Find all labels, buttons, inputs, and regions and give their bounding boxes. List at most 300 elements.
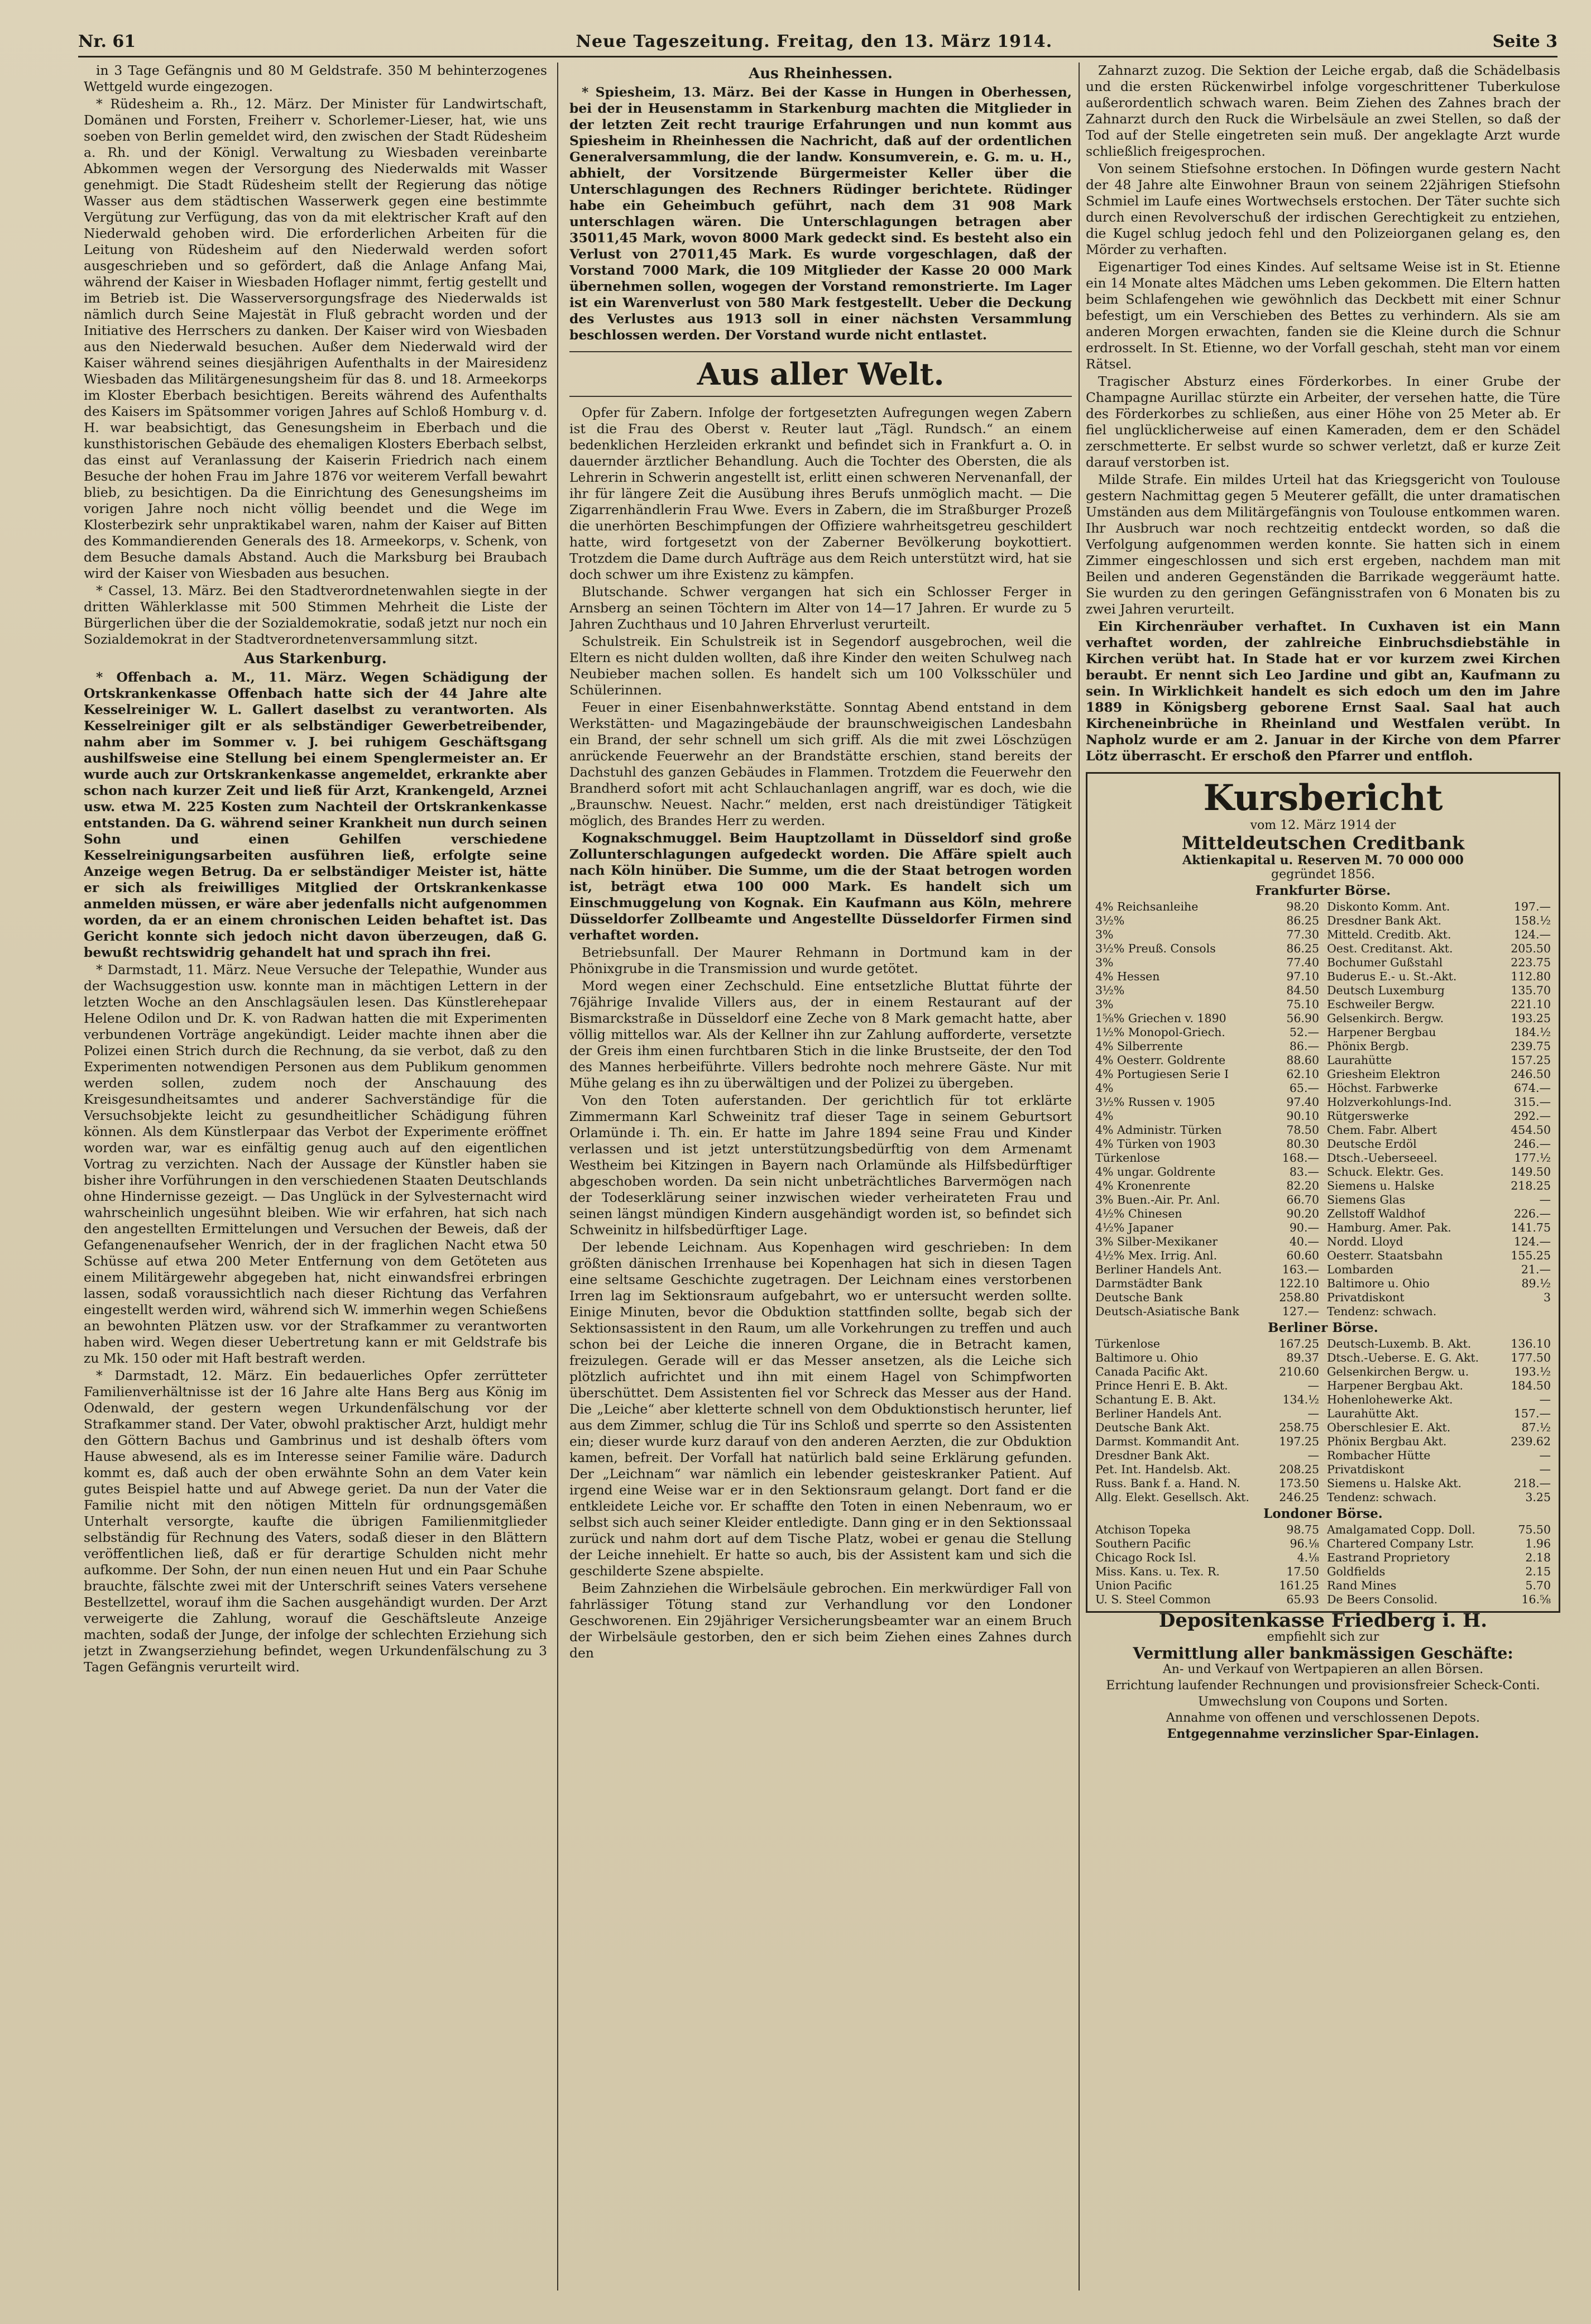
quote-name: Allg. Elekt. Gesellsch. Akt. (1095, 1491, 1249, 1504)
quote-name: 3% Silber-Mexikaner (1095, 1235, 1218, 1248)
quote-value: 208.25 (1279, 1463, 1319, 1476)
quote-value: 135.70 (1511, 984, 1551, 997)
quote-row (1327, 1477, 1551, 1491)
quote-value: 2.18 (1525, 1551, 1551, 1564)
stock-report-date: vom 12. März 1914 der (1250, 818, 1396, 832)
stock-report (1086, 772, 1560, 1613)
quote-name: 3% (1095, 998, 1114, 1011)
quote-name: Privatdiskont (1327, 1291, 1405, 1304)
london-heading: Londoner Börse. (1263, 1506, 1383, 1521)
quote-name: Holzverkohlungs-Ind. (1327, 1095, 1452, 1109)
quote-value: 315.— (1513, 1095, 1551, 1109)
quote-name: 4% Reichsanleihe (1095, 900, 1199, 913)
quote-row (1095, 1421, 1319, 1435)
quote-name: Dtsch.-Ueberse. E. G. Akt. (1327, 1351, 1479, 1364)
london-table (1095, 1523, 1551, 1607)
quote-row (1327, 970, 1551, 984)
berlin-table (1095, 1337, 1551, 1504)
quote-row (1095, 1012, 1319, 1026)
quote-row (1327, 1263, 1551, 1277)
quote-value: 134.½ (1282, 1393, 1319, 1406)
quote-name: Dtsch.-Ueberseeel. (1327, 1151, 1437, 1165)
quote-name: 4% ungar. Goldrente (1095, 1165, 1216, 1178)
quote-value: 167.25 (1279, 1337, 1319, 1350)
quote-value: 89.½ (1521, 1277, 1551, 1290)
quote-row (1327, 1305, 1551, 1319)
quote-row (1327, 1109, 1551, 1123)
quote-name: 3% Buen.-Air. Pr. Anl. (1095, 1193, 1220, 1206)
quote-value: 82.20 (1286, 1179, 1319, 1192)
quote-value: 98.75 (1286, 1523, 1319, 1536)
quote-row (1095, 1026, 1319, 1039)
article-paragraph: Ein Kirchenräuber verhaftet. In Cuxhaven ist ein Mann verhaftet worden, der zahlreiche Einbruchsdiebstähle in Kirchen verübt hat. In Stade hat er vor kurzem zwei Kirchen beraubt. Er nennt sich Leo Jardine und gibt an, Kaufmann zu sein. In Wirklichkeit handelt es sich edoch um den im Jahre 1889 in Königsberg geborene Ernst Saal. Saal hat auch Kircheneinbrüche in Rheinland und Westfalen verübt. In Napholz wurde er am 2. Januar in der Kirche von dem Pfarrer Lötz überrascht. Er erschoß den Pfarrer und entfloh. (1086, 619, 1560, 764)
column-2 (569, 63, 1072, 2291)
quote-name: 4% Administr. Türken (1095, 1123, 1222, 1137)
quote-value: 674.— (1513, 1081, 1551, 1095)
quote-name: Chem. Fabr. Albert (1327, 1123, 1437, 1137)
quote-name: Rombacher Hütte (1327, 1449, 1431, 1462)
quote-row (1327, 1012, 1551, 1026)
bank-advert (1086, 1609, 1560, 1742)
quote-name: Gelsenkirchen Bergw. u. (1327, 1365, 1469, 1378)
quote-row (1095, 1235, 1319, 1249)
quote-row (1327, 1579, 1551, 1593)
column-rule (1079, 63, 1080, 2291)
quote-name: Russ. Bank f. a. Hand. N. (1095, 1477, 1240, 1490)
quote-name: Oesterr. Staatsbahn (1327, 1249, 1443, 1262)
quote-row (1327, 1277, 1551, 1291)
quote-name: Nordd. Lloyd (1327, 1235, 1403, 1248)
quote-value: 246.50 (1511, 1067, 1551, 1081)
quote-name: 3½% Preuß. Consols (1095, 942, 1216, 955)
quote-name: Türkenlose (1095, 1337, 1160, 1350)
quote-row (1095, 1207, 1319, 1221)
quote-row (1095, 1067, 1319, 1081)
quote-row (1095, 1263, 1319, 1277)
quote-name: Schantung E. B. Akt. (1095, 1393, 1216, 1406)
article-paragraph: Der lebende Leichnam. Aus Kopenhagen wird geschrieben: In dem größten dänischen Irrenhause bei Kopenhagen hat sich in diesen Tagen eine seltsame Geschichte zugetragen. Der Leichnam eines verstorbenen Irren lag im Sektionsraum aufgebahrt, wo er untersucht werden sollte. Einige Minuten, bevor die Obduktion stattfinden sollte, begab sich der Sektionsassistent in den Raum, um alle Vorkehrungen zu treffen und auch schon bei der Leiche die inneren Organe, die in Betracht kamen, freizulegen. Gerade will er das Messer ansetzen, als die Leiche sich plötzlich aufrichtet und ihn mit einem Hagel von Schimpfworten überschüttet. Dem Assistenten fiel vor Schreck das Messer aus der Hand. Die „Leiche“ aber kletterte schnell von dem Obduktionstisch herunter, lief aus dem Zimmer, schlug die Tür ins Schloß und sperrte so den Assistenten ein; dieser wurde kurz darauf von den anderen Aerzten, die zur Obduktion kamen, befreit. Der Vorfall hat natürlich bald seine Erklärung gefunden. Der „Leichnam“ war nämlich ein lebender geisteskranker Patient. Auf irgend eine Weise war er in den Sektionsraum gelangt. Dort fand er die entkleidete Leiche vor. Er schaffte den Toten in einen Nebenraum, wo er selbst sich auch seiner Kleider entledigte. Dann ging er in den Sektionssaal zurück und nahm dort auf dem Tische Platz, wobei er genau die Stellung der Leiche innehielt. Er hatte so auch, bis der Assistent kam und sich die geschilderte Szene abspielte. (569, 1239, 1072, 1579)
article-paragraph: Beim Zahnziehen die Wirbelsäule gebrochen. Ein merkwürdiger Fall von fahrlässiger Tötung stand zur Verhandlung vor den Londoner Geschworenen. Ein 29jähriger Versicherungsbeamter war an einem Bruch der Wirbelsäule gestorben, den er sich beim Ziehen eines Zahnes durch den (569, 1580, 1072, 1661)
quote-name: Berliner Handels Ant. (1095, 1407, 1222, 1420)
quote-name: Hamburg. Amer. Pak. (1327, 1221, 1451, 1234)
quote-value: 124.— (1513, 1235, 1551, 1248)
quote-name: Deutsch-Asiatische Bank (1095, 1305, 1239, 1318)
quote-name: Bochumer Gußstahl (1327, 956, 1443, 969)
quote-value: — (1539, 1463, 1551, 1476)
quote-value: 90.10 (1286, 1109, 1319, 1123)
quote-name: 1½% Monopol-Griech. (1095, 1026, 1225, 1039)
quote-row (1327, 1393, 1551, 1407)
quote-row (1095, 900, 1319, 914)
quote-value: 218.— (1513, 1477, 1551, 1490)
quote-name: Deutsch-Luxemb. B. Akt. (1327, 1337, 1472, 1350)
frankfurt-table (1095, 900, 1551, 1319)
quote-value: 127.— (1282, 1305, 1319, 1318)
quote-row (1095, 1081, 1319, 1095)
quote-row (1327, 1593, 1551, 1607)
advert-line: Annahme von offenen und verschlossenen Depots. (1166, 1711, 1480, 1725)
quote-name: 4% Türken von 1903 (1095, 1137, 1216, 1151)
quote-row (1095, 1523, 1319, 1537)
quote-name: Schuck. Elektr. Ges. (1327, 1165, 1444, 1178)
london-right (1327, 1523, 1551, 1607)
quote-name: 3½% (1095, 984, 1125, 997)
quote-name: Southern Pacific (1095, 1537, 1191, 1550)
quote-value: 90.20 (1286, 1207, 1319, 1220)
quote-value: 40.— (1289, 1235, 1319, 1248)
quote-name: Oberschlesier E. Akt. (1327, 1421, 1451, 1434)
quote-name: De Beers Consolid. (1327, 1593, 1438, 1606)
quote-row (1327, 1491, 1551, 1504)
section-heading: Aus Rheinhessen. (749, 65, 893, 82)
quote-row (1327, 914, 1551, 928)
quote-row (1327, 1435, 1551, 1449)
quote-value: — (1539, 1393, 1551, 1406)
quote-value: 66.70 (1286, 1193, 1319, 1206)
quote-name: Siemens Glas (1327, 1193, 1406, 1206)
quote-name: Pet. Int. Handelsb. Akt. (1095, 1463, 1231, 1476)
quote-name: Privatdiskont (1327, 1463, 1405, 1476)
quote-row (1327, 1551, 1551, 1565)
quote-value: 89.37 (1286, 1351, 1319, 1364)
quote-row (1327, 1421, 1551, 1435)
quote-row (1327, 1351, 1551, 1365)
quote-value: 246.— (1513, 1137, 1551, 1151)
article-paragraph: Blutschande. Schwer vergangen hat sich ein Schlosser Ferger in Arnsberg an seinen Töchtern im Alter von 14—17 Jahren. Er wurde zu 5 Jahren Zuchthaus und 10 Jahren Ehrverlust verurteilt. (569, 584, 1072, 632)
quote-row (1095, 1039, 1319, 1053)
quote-value: 4.⅛ (1297, 1551, 1319, 1564)
quote-name: Deutsche Bank (1095, 1291, 1183, 1304)
article-paragraph: Mord wegen einer Zechschuld. Eine entsetzliche Bluttat führte der 76jährige Invalide Villers aus, der in einem Restaurant auf der Bismarckstraße in Düsseldorf eine Zeche von 8 Mark gemacht hatte, aber völlig mittellos war. Als der Kellner ihn zur Zahlung aufforderte, versetzte der Greis ihm einen furchtbaren Stich in die linke Brustseite, der den Tod des Mannes herbeiführte. Villers bedrohte noch mehrere Gäste. Nur mit Mühe gelang es ihn zu überwältigen und der Polizei zu übergeben. (569, 978, 1072, 1091)
quote-row (1327, 928, 1551, 942)
quote-name: Dresdner Bank Akt. (1327, 914, 1442, 927)
quote-name: 4% Kronenrente (1095, 1179, 1191, 1192)
quote-value: 88.60 (1286, 1053, 1319, 1067)
quote-value: 3.25 (1525, 1491, 1551, 1504)
quote-row (1095, 1477, 1319, 1491)
quote-name: Prince Henri E. B. Akt. (1095, 1379, 1228, 1392)
quote-value: 197.25 (1279, 1435, 1319, 1448)
quote-row (1327, 956, 1551, 970)
quote-value: 97.40 (1286, 1095, 1319, 1109)
quote-row (1327, 1565, 1551, 1579)
quote-row (1327, 1151, 1551, 1165)
quote-name: Union Pacific (1095, 1579, 1172, 1592)
quote-value: 258.75 (1279, 1421, 1319, 1434)
page-header (78, 27, 1558, 57)
quote-name: Chartered Company Lstr. (1327, 1537, 1474, 1550)
quote-value: 77.40 (1286, 956, 1319, 969)
quote-value: 56.90 (1286, 1012, 1319, 1025)
quote-value: 17.50 (1286, 1565, 1319, 1578)
quote-name: 3½% Russen v. 1905 (1095, 1095, 1215, 1109)
quote-name: Griesheim Elektron (1327, 1067, 1440, 1081)
quote-row (1327, 1523, 1551, 1537)
quote-name: Chicago Rock Isl. (1095, 1551, 1197, 1564)
quote-value: — (1307, 1379, 1319, 1392)
quote-row (1095, 1249, 1319, 1263)
quote-value: 246.25 (1279, 1491, 1319, 1504)
article-paragraph: in 3 Tage Gefängnis und 80 M Geldstrafe. 350 M behinterzogenes Wettgeld wurde eingezogen. (84, 63, 547, 94)
quote-row (1095, 998, 1319, 1012)
quote-name: Rütgerswerke (1327, 1109, 1409, 1123)
quote-row (1095, 1435, 1319, 1449)
article-paragraph: Opfer für Zabern. Infolge der fortgesetzten Aufregungen wegen Zabern ist die Frau des Oberst v. Reuter laut „Tägl. Rundsch.“ an einem bedenklichen Herzleiden erkrankt und befindet sich in Frankfurt a. O. in dauernder ärztlicher Behandlung. Auch die Tochter des Obersten, die als Lehrerin in Schwerin angestellt ist, erlitt einen schweren Nervenanfall, der ihr für längere Zeit die Ausübung ihres Berufs unmöglich macht. — Die Zigarrenhändlerin Frau Wwe. Evers in Zabern, die im Straßburger Prozeß die unerhörten Beschimpfungen der Offiziere wahrheitsgetreu geschildert hatte, wird fortgesetzt von der Zaberner Bevölkerung boykottiert. Trotzdem die Dame durch Aufträge aus dem Reich unterstützt wird, hat sie doch schwer um ihre Existenz zu kämpfen. (569, 405, 1072, 582)
quote-name: Dresdner Bank Akt. (1095, 1449, 1210, 1462)
frankfurt-left (1095, 900, 1319, 1319)
quote-name: Baltimore u. Ohio (1095, 1351, 1199, 1364)
quote-value: 205.50 (1511, 942, 1551, 955)
quote-value: 177.½ (1514, 1151, 1551, 1165)
quote-row (1095, 1193, 1319, 1207)
quote-row (1095, 1393, 1319, 1407)
quote-row (1327, 1449, 1551, 1463)
quote-row (1095, 1365, 1319, 1379)
quote-name: Rand Mines (1327, 1579, 1397, 1592)
quote-name: 4% Oesterr. Goldrente (1095, 1053, 1226, 1067)
advert-heading: Vermittlung aller bankmässigen Geschäfte: (1133, 1644, 1513, 1662)
quote-value: 184.50 (1511, 1379, 1551, 1392)
quote-name: Eschweiler Bergw. (1327, 998, 1435, 1011)
article-paragraph: Schulstreik. Ein Schulstreik ist in Segendorf ausgebrochen, weil die Eltern es nicht dulden wollten, daß ihre Kinder den weiten Schulweg nach Neubieber machen sollen. Es handelt sich um 100 Volksschüler und Schülerinnen. (569, 634, 1072, 698)
quote-row (1327, 1179, 1551, 1193)
quote-row (1327, 1193, 1551, 1207)
quote-row (1327, 1365, 1551, 1379)
quote-row (1327, 1291, 1551, 1305)
quote-name: Diskonto Komm. Ant. (1327, 900, 1450, 913)
quote-row (1327, 1123, 1551, 1137)
article-paragraph: Feuer in einer Eisenbahnwerkstätte. Sonntag Abend entstand in dem Werkstätten- und Magazingebäude der braunschweigischen Landesbahn ein Brand, der sehr schnell um sich griff. Als die mit zwei Löschzügen anrückende Feuerwehr an der Brandstätte erschien, stand bereits der Dachstuhl des ganzen Gebäudes in Flammen. Trotzdem die Feuerwehr den Brandherd sofort mit acht Schlauchanlagen angriff, war es doch, wie die „Braunschw. Neuest. Nachr.“ melden, erst nach dreistündiger Tätigkeit möglich, des Brandes Herr zu werden. (569, 699, 1072, 828)
quote-value: 3 (1543, 1291, 1551, 1304)
advert-subtitle: empfiehlt sich zur (1267, 1630, 1379, 1644)
quote-row (1095, 1463, 1319, 1477)
quote-name: Darmst. Kommandit Ant. (1095, 1435, 1240, 1448)
quote-row (1095, 1221, 1319, 1235)
quote-name: 4½% Chinesen (1095, 1207, 1182, 1220)
quote-row (1095, 1449, 1319, 1463)
quote-row (1095, 928, 1319, 942)
quote-value: 239.62 (1511, 1435, 1551, 1448)
quote-value: 87.½ (1521, 1421, 1551, 1434)
quote-row (1327, 984, 1551, 998)
quote-value: 193.½ (1514, 1365, 1551, 1378)
frankfurt-right (1327, 900, 1551, 1319)
quote-row (1327, 1053, 1551, 1067)
quote-row (1327, 900, 1551, 914)
quote-row (1095, 942, 1319, 956)
quote-value: 141.75 (1511, 1221, 1551, 1234)
berlin-right (1327, 1337, 1551, 1504)
quote-value: 98.20 (1286, 900, 1319, 913)
quote-row (1327, 1249, 1551, 1263)
quote-name: Laurahütte Akt. (1327, 1407, 1419, 1420)
quote-name: Miss. Kans. u. Tex. R. (1095, 1565, 1220, 1578)
stock-report-title: Kursbericht (1203, 777, 1443, 819)
quote-row (1095, 1179, 1319, 1193)
quote-name: Gelsenkirch. Bergw. (1327, 1012, 1444, 1025)
quote-row (1327, 942, 1551, 956)
quote-value: 173.50 (1279, 1477, 1319, 1490)
advert-line: An- und Verkauf von Wertpapieren an allen Börsen. (1162, 1662, 1484, 1676)
quote-name: Laurahütte (1327, 1053, 1392, 1067)
quote-value: 210.60 (1279, 1365, 1319, 1378)
quote-value: 197.— (1513, 900, 1551, 913)
masthead-date: Neue Tageszeitung. Freitag, den 13. März 1914. (576, 31, 1053, 51)
column-3 (1086, 63, 1560, 2291)
quote-value: 97.10 (1286, 970, 1319, 983)
quote-value: 223.75 (1511, 956, 1551, 969)
frankfurt-heading: Frankfurter Börse. (1255, 883, 1391, 898)
quote-value: 122.10 (1279, 1277, 1319, 1290)
quote-name: Amalgamated Copp. Doll. (1327, 1523, 1475, 1536)
berlin-left (1095, 1337, 1319, 1504)
quote-name: Baltimore u. Ohio (1327, 1277, 1430, 1290)
quote-value: 86.— (1289, 1039, 1319, 1053)
quote-name: Siemens u. Halske Akt. (1327, 1477, 1462, 1490)
advert-line: Errichtung laufender Rechnungen und provisionsfreier Scheck-Conti. (1106, 1679, 1540, 1693)
quote-value: 168.— (1282, 1151, 1319, 1165)
quote-row (1095, 1379, 1319, 1393)
quote-value: 86.25 (1286, 942, 1319, 955)
issue-number: Nr. 61 (78, 31, 136, 51)
article-paragraph: Tragischer Absturz eines Förderkorbes. In einer Grube der Champagne Aurillac stürzte ein Arbeiter, der versehen hatte, die Türe des Förderkorbes zu schließen, aus einer Höhe von 25 Meter ab. Er fiel unglücklicherweise auf einen Kameraden, dem er den Schädel zerschmetterte. Er selbst wurde so schwer verletzt, daß er kurze Zeit darauf verstorben ist. (1086, 373, 1560, 470)
quote-row (1095, 1291, 1319, 1305)
advert-line: Umwechslung von Coupons und Sorten. (1198, 1695, 1448, 1709)
column-rule (557, 63, 558, 2291)
quote-value: 157.— (1513, 1407, 1551, 1420)
quote-name: Berliner Handels Ant. (1095, 1263, 1222, 1276)
quote-row (1327, 998, 1551, 1012)
quote-row (1095, 1053, 1319, 1067)
quote-name: Zellstoff Waldhof (1327, 1207, 1425, 1220)
quote-value: — (1539, 1193, 1551, 1206)
quote-name: U. S. Steel Common (1095, 1593, 1211, 1606)
quote-value: 161.25 (1279, 1579, 1319, 1592)
quote-row (1095, 1579, 1319, 1593)
quote-value: 75.50 (1518, 1523, 1551, 1536)
quote-name: 4% (1095, 1109, 1114, 1123)
quote-row (1095, 984, 1319, 998)
quote-row (1095, 1151, 1319, 1165)
article-paragraph: Kognakschmuggel. Beim Hauptzollamt in Düsseldorf sind große Zollunterschlagungen aufgedeckt worden. Die Affäre spielt auch nach Köln hinüber. Die Summe, um die der Staat betrogen worden ist, beträgt etwa 100 000 Mark. Es handelt sich um Einschmuggelung von Kognak. Ein Kaufmann aus Köln, mehrere Düsseldorfer Zollbeamte und Angestellte Düsseldorfer Firmen sind verhaftet worden. (569, 830, 1072, 943)
quote-value: 65.93 (1286, 1593, 1319, 1606)
quote-row (1095, 1137, 1319, 1151)
quote-row (1327, 1463, 1551, 1477)
quote-name: 4½% Mex. Irrig. Anl. (1095, 1249, 1218, 1262)
quote-row (1327, 1235, 1551, 1249)
quote-value: 226.— (1513, 1207, 1551, 1220)
quote-row (1327, 1165, 1551, 1179)
quote-row (1095, 1593, 1319, 1607)
quote-value: 83.— (1289, 1165, 1319, 1178)
article-paragraph: Betriebsunfall. Der Maurer Rehmann in Dortmund kam in der Phönixgrube in die Transmission und wurde getötet. (569, 945, 1072, 976)
section-heading: Aus Starkenburg. (244, 650, 387, 667)
quote-value: 1.96 (1525, 1537, 1551, 1550)
quote-row (1095, 914, 1319, 928)
quote-value: 184.½ (1514, 1026, 1551, 1039)
quote-value: 80.30 (1286, 1137, 1319, 1151)
quote-value: — (1539, 1449, 1551, 1462)
quote-name: 4% Portugiesen Serie I (1095, 1067, 1229, 1081)
quote-row (1327, 1067, 1551, 1081)
quote-name: Deutsche Bank Akt. (1095, 1421, 1210, 1434)
quote-value: 65.— (1289, 1081, 1319, 1095)
quote-row (1327, 1026, 1551, 1039)
quote-name: Tendenz: schwach. (1327, 1491, 1437, 1504)
quote-value: 86.25 (1286, 914, 1319, 927)
quote-value: 157.25 (1511, 1053, 1551, 1067)
article-paragraph: * Offenbach a. M., 11. März. Wegen Schädigung der Ortskrankenkasse Offenbach hatte sich der 44 Jahre alte Kesselreiniger W. L. Gallert daselbst zu verantworten. Als Kesselreiniger gilt er als selbständiger Gewerbetreibender, nahm aber im Sommer v. J. bei ruhigem Geschäftsgang aushilfsweise eine Stellung bei einem Spenglermeister an. Er wurde auch zur Ortskrankenkasse angemeldet, erkrankte aber schon nach kurzer Zeit und ließ für Arzt, Krankengeld, Arznei usw. etwa M. 225 Kosten zum Nachteil der Ortskrankenkasse entstanden. Da G. während seiner Krankheit nun durch seinen Sohn und einen Gehilfen verschiedene Kesselreinigungsarbeiten ausführen ließ, erfolgte seine Anzeige wegen Betrug. Da er selbständiger Meister ist, hätte er sich als freiwilliges Mitglied der Ortskrankenkasse anmelden müssen, er wäre aber jedenfalls nicht aufgenommen worden, da er an einem chronischen Leiden behaftet ist. Das Gericht konnte sich jedoch nicht davon überzeugen, daß G. bewußt rechtswidrig gehandelt hat und sprach ihn frei. (84, 669, 547, 960)
quote-row (1095, 1165, 1319, 1179)
quote-row (1327, 1379, 1551, 1393)
quote-row (1327, 1095, 1551, 1109)
page-number: Seite 3 (1492, 31, 1558, 51)
quote-row (1095, 1109, 1319, 1123)
article-paragraph: * Rüdesheim a. Rh., 12. März. Der Minister für Landwirtschaft, Domänen und Forsten, Freiherr v. Schorlemer-Lieser, hat, wie uns soeben von Berlin gemeldet wird, den zwischen der Stadt Rüdesheim a. Rh. und der Königl. Verwaltung zu Wiesbaden vereinbarte Abkommen wegen der Versorgung des Niederwalds mit Wasser genehmigt. Die Stadt Rüdesheim stellt der Regierung das nötige Wasser aus dem städtischen Wasserwerk gegen eine bestimmte Vergütung zur Verfügung, das von da mit elektrischer Kraft auf den Niederwald gehoben wird. Die erforderlichen Arbeiten für die Leitung von Rüdesheim auf den Niederwald werden sofort ausgeschrieben und so gefördert, daß die Anlage Anfang Mai, während der Kaiser in Wiesbaden Hoflager nimmt, fertig gestellt und im Betrieb ist. Die Wasserversorgungsfrage des Niederwalds ist nämlich durch Seine Majestät in Fluß gebracht worden und der Initiative des Herrschers zu danken. Der Kaiser wird von Wiesbaden aus den Niederwald besuchen. Außer dem Niederwald wird der Kaiser während seines diesjährigen Aufenthalts in der Mairesidenz Wiesbaden das Militärgenesungsheim für das 8. und 18. Armeekorps im Kloster Eberbach besichtigen. Bereits während des Aufenthalts des Kaisers im Spätsommer vorigen Jahres auf Schloß Homburg v. d. H. war beabsichtigt, das Genesungsheim in Eberbach und die kunsthistorischen Gebäude des ehemaligen Klosters Eberbach selbst, das einst auf Veranlassung der Kaiserin Friedrich nach einem Besuche der hohen Frau im Jahre 1876 vor weiterem Verfall bewahrt blieb, zu besichtigen. Da die Einrichtung des Genesungsheims im vorigen Jahre noch nicht völlig beendet und die Wege im Klosterbezirk sehr unpraktikabel waren, nahm der Kaiser auf Bitten des Kommandierenden Generals des 18. Armeekorps, v. Schenk, von dem Besuche damals Abstand. Auch die Marksburg bei Braubach wird der Kaiser von Wiesbaden aus besuchen. (84, 96, 547, 581)
quote-row (1095, 1123, 1319, 1137)
quote-row (1327, 1039, 1551, 1053)
article-paragraph: * Cassel, 13. März. Bei den Stadtverordnetenwahlen siegte in der dritten Wählerklasse mit 500 Stimmen Mehrheit die Liste der Bürgerlichen über die der Sozialdemokratie, sodaß jetzt nur noch ein Sozialdemokrat in der Stadtverordnetenversammlung sitzt. (84, 583, 547, 647)
quote-row (1095, 1095, 1319, 1109)
quote-name: 3½% (1095, 914, 1125, 927)
article-paragraph: * Darmstadt, 12. März. Ein bedauerliches Opfer zerrütteter Familienverhältnisse ist der 16 Jahre alte Hans Berg aus König im Odenwald, der gestern wegen Urkundenfälschung vor der Strafkammer stand. Der Vater, obwohl praktischer Arzt, huldigt mehr den Göttern Bachus und Gambrinus und ist deshalb öfters vom Hause abwesend, als es im Interesse seiner Familie wäre. Dadurch kommt es, daß auch der oben erwähnte Sohn an dem Vater kein gutes Beispiel hatte und auf Abwege geriet. Da nun der Vater die Familie nicht mit den nötigen Mitteln für ordnungsgemäßen Unterhalt versorgte, kaufte die übrigen Familienmitglieder selbständig für Rechnung des Vaters, sodaß dieser in den Blättern veröffentlichen ließ, daß er für derartige Schulden nicht mehr aufkomme. Der Sohn, der nun einen neuen Hut und ein Paar Schuhe brauchte, fälschte zwei mit der Unterschrift seines Vaters versehene Bestellzettel, worauf ihm die Sachen ausgehändigt wurden. Der Arzt verweigerte die Zahlung, worauf die Geschäftsleute Anzeige machten, sodaß der Junge, der infolge der schlechten Erziehung sich jetzt in Zwangserziehung befindet, wegen Urkundenfälschung zu 3 Tagen Gefängnis verurteilt wird. (84, 1368, 547, 1675)
quote-name: Eastrand Proprietory (1327, 1551, 1450, 1564)
quote-name: Goldfields (1327, 1565, 1386, 1578)
quote-row (1327, 1207, 1551, 1221)
quote-row (1095, 1537, 1319, 1551)
quote-value: 454.50 (1511, 1123, 1551, 1137)
quote-row (1327, 1081, 1551, 1095)
quote-name: Atchison Topeka (1095, 1523, 1191, 1536)
quote-row (1095, 1277, 1319, 1291)
quote-value: 5.70 (1525, 1579, 1551, 1592)
quote-value: 75.10 (1286, 998, 1319, 1011)
quote-name: Tendenz: schwach. (1327, 1305, 1437, 1318)
quote-value: — (1307, 1407, 1319, 1420)
quote-row (1327, 1537, 1551, 1551)
quote-value: 16.⅝ (1521, 1593, 1551, 1606)
quote-value: 155.25 (1511, 1249, 1551, 1262)
article-paragraph: Milde Strafe. Ein mildes Urteil hat das Kriegsgericht von Toulouse gestern Nachmittag gegen 5 Meuterer gefällt, die unter dramatischen Umständen aus dem Militärgefängnis von Toulouse entkommen waren. Ihr Ausbruch war noch rechtzeitig entdeckt worden, so daß die Verfolgung aufgenommen werden konnte. Sie hatten sich in einem Zimmer eingeschlossen und sich erst ergeben, nachdem man mit Beilen und anderen Gegenständen die Barrikade weggeräumt hatte. Sie wurden zu den geringen Gefängnisstrafen von 6 Monaten bis zu zwei Jahren verurteilt. (1086, 472, 1560, 617)
bank-founded: gegründet 1856. (1271, 868, 1375, 881)
quote-name: Deutsche Erdöl (1327, 1137, 1417, 1151)
quote-value: 193.25 (1511, 1012, 1551, 1025)
article-paragraph: Von den Toten auferstanden. Der gerichtlich für tot erklärte Zimmermann Karl Schweinitz traf dieser Tage in seinem Geburtsort Orlamünde i. Th. ein. Er hatte im Jahre 1894 seine Frau und Kinder verlassen und ist jetzt unterstützungsbedürftig von dem Armenamt Westheim bei Kitzingen in Bayern nach Orlamünde als Hilfsbedürftiger abgeschoben worden. Da sein nicht unbeträchtliches Barvermögen nach der Todeserklärung seiner inzwischen wieder verheirateten Frau und seinen längst mündigen Kindern ausgehändigt worden ist, so befindet sich Schweinitz in hilfsbedürftiger Lage. (569, 1092, 1072, 1238)
quote-name: Türkenlose (1095, 1151, 1160, 1165)
quote-value: 52.— (1289, 1026, 1319, 1039)
article-paragraph: * Darmstadt, 11. März. Neue Versuche der Telepathie, Wunder aus der Wachsuggestion usw. konnte man in mächtigen Lettern in der letzten Woche an den Anschlagsäulen lesen. Das Künstlerehepaar Helene Odilon und Dr. K. von Radwan hatten die mit Experimenten verbundenen Vorträge angekündigt. Leider machte ihnen aber die Polizei einen Strich durch die Rechnung, da sie verbot, daß zu den Experimenten notwendigen Personen aus dem Publikum genommen werden sollen, zudem noch der Anschauung des Kreisgesundheitsamtes und anderer Sachverständige für die Versuchsobjekte leicht zu gesundheitlicher Schädigung führen können. Als dem Künstlerpaar das Verbot der Experimente eröffnet worden war, war es einfältig genug auch auf den eigentlichen Vortrag zu verzichten. Nach der Aussage der Künstler haben sie bisher ihre Vorführungen in den verschiedenen Staaten Deutschlands ohne Hindernisse gezeigt. — Das Unglück in der Sylvesternacht wird wahrscheinlich ungesühnt bleiben. Wie wir erfahren, hat sich nach den angestellten Ermittelungen und Versuchen der Beweis, daß der Gefangenenaufseher Wenrich, der in der fraglichen Nacht etwa 50 Schüsse auf etwa 200 Meter Entfernung von dem Getöteten aus einem Militärgewehr abgegeben hat, nicht einwandsfrei erbringen lassen, sodaß voraussichtlich nach dieser Richtung das Verfahren eingestellt werden wird, während sich W. immerhin wegen Schießens an bewohnten Plätzen usw. vor der Strafkammer zu verantworten haben wird. Wegen dieser Uebertretung kann er mit Geldstrafe bis zu Mk. 150 oder mit Haft bestraft werden. (84, 962, 547, 1366)
advert-line: Entgegennahme verzinslicher Spar-Einlagen. (1167, 1727, 1479, 1741)
quote-value: 239.75 (1511, 1039, 1551, 1053)
quote-row (1095, 1565, 1319, 1579)
article-paragraph: Eigenartiger Tod eines Kindes. Auf seltsame Weise ist in St. Etienne ein 14 Monate altes Mädchen ums Leben gekommen. Die Eltern hatten beim Schlafengehen wie gewöhnlich das Deckbett mit einer Schnur befestigt, um ein Verschieben des Bettes zu verhindern. Als sie am anderen Morgen erwachten, fanden sie die Kleine durch die Schnur erdrosselt. In St. Etienne, wo der Vorfall geschah, steht man vor einem Rätsel. (1086, 259, 1560, 372)
quote-value: 62.10 (1286, 1067, 1319, 1081)
quote-row (1327, 1221, 1551, 1235)
quote-value: 96.⅛ (1290, 1537, 1319, 1550)
quote-name: Mitteld. Creditb. Akt. (1327, 928, 1451, 941)
quote-row (1095, 1351, 1319, 1365)
quote-value: 77.30 (1286, 928, 1319, 941)
bank-name: Mitteldeutschen Creditbank (1181, 832, 1465, 854)
article-paragraph: Zahnarzt zuzog. Die Sektion der Leiche ergab, daß die Schädelbasis und die ersten Rückenwirbel infolge vorgeschrittener Tuberkulose außerordentlich schwach waren. Beim Ziehen des Zahnes brach der Zahnarzt durch den Ruck die Wirbelsäule an zwei Stellen, so daß der Tod auf der Stelle eingetreten sein muß. Der angeklagte Arzt wurde schließlich freigesprochen. (1086, 63, 1560, 159)
quote-value: — (1307, 1449, 1319, 1462)
quote-name: Oest. Creditanst. Akt. (1327, 942, 1453, 955)
quote-name: Höchst. Farbwerke (1327, 1081, 1438, 1095)
quote-name: Phönix Bergb. (1327, 1039, 1409, 1053)
quote-name: Phönix Bergbau Akt. (1327, 1435, 1447, 1448)
quote-value: 158.½ (1514, 914, 1551, 927)
quote-name: 3% (1095, 956, 1114, 969)
